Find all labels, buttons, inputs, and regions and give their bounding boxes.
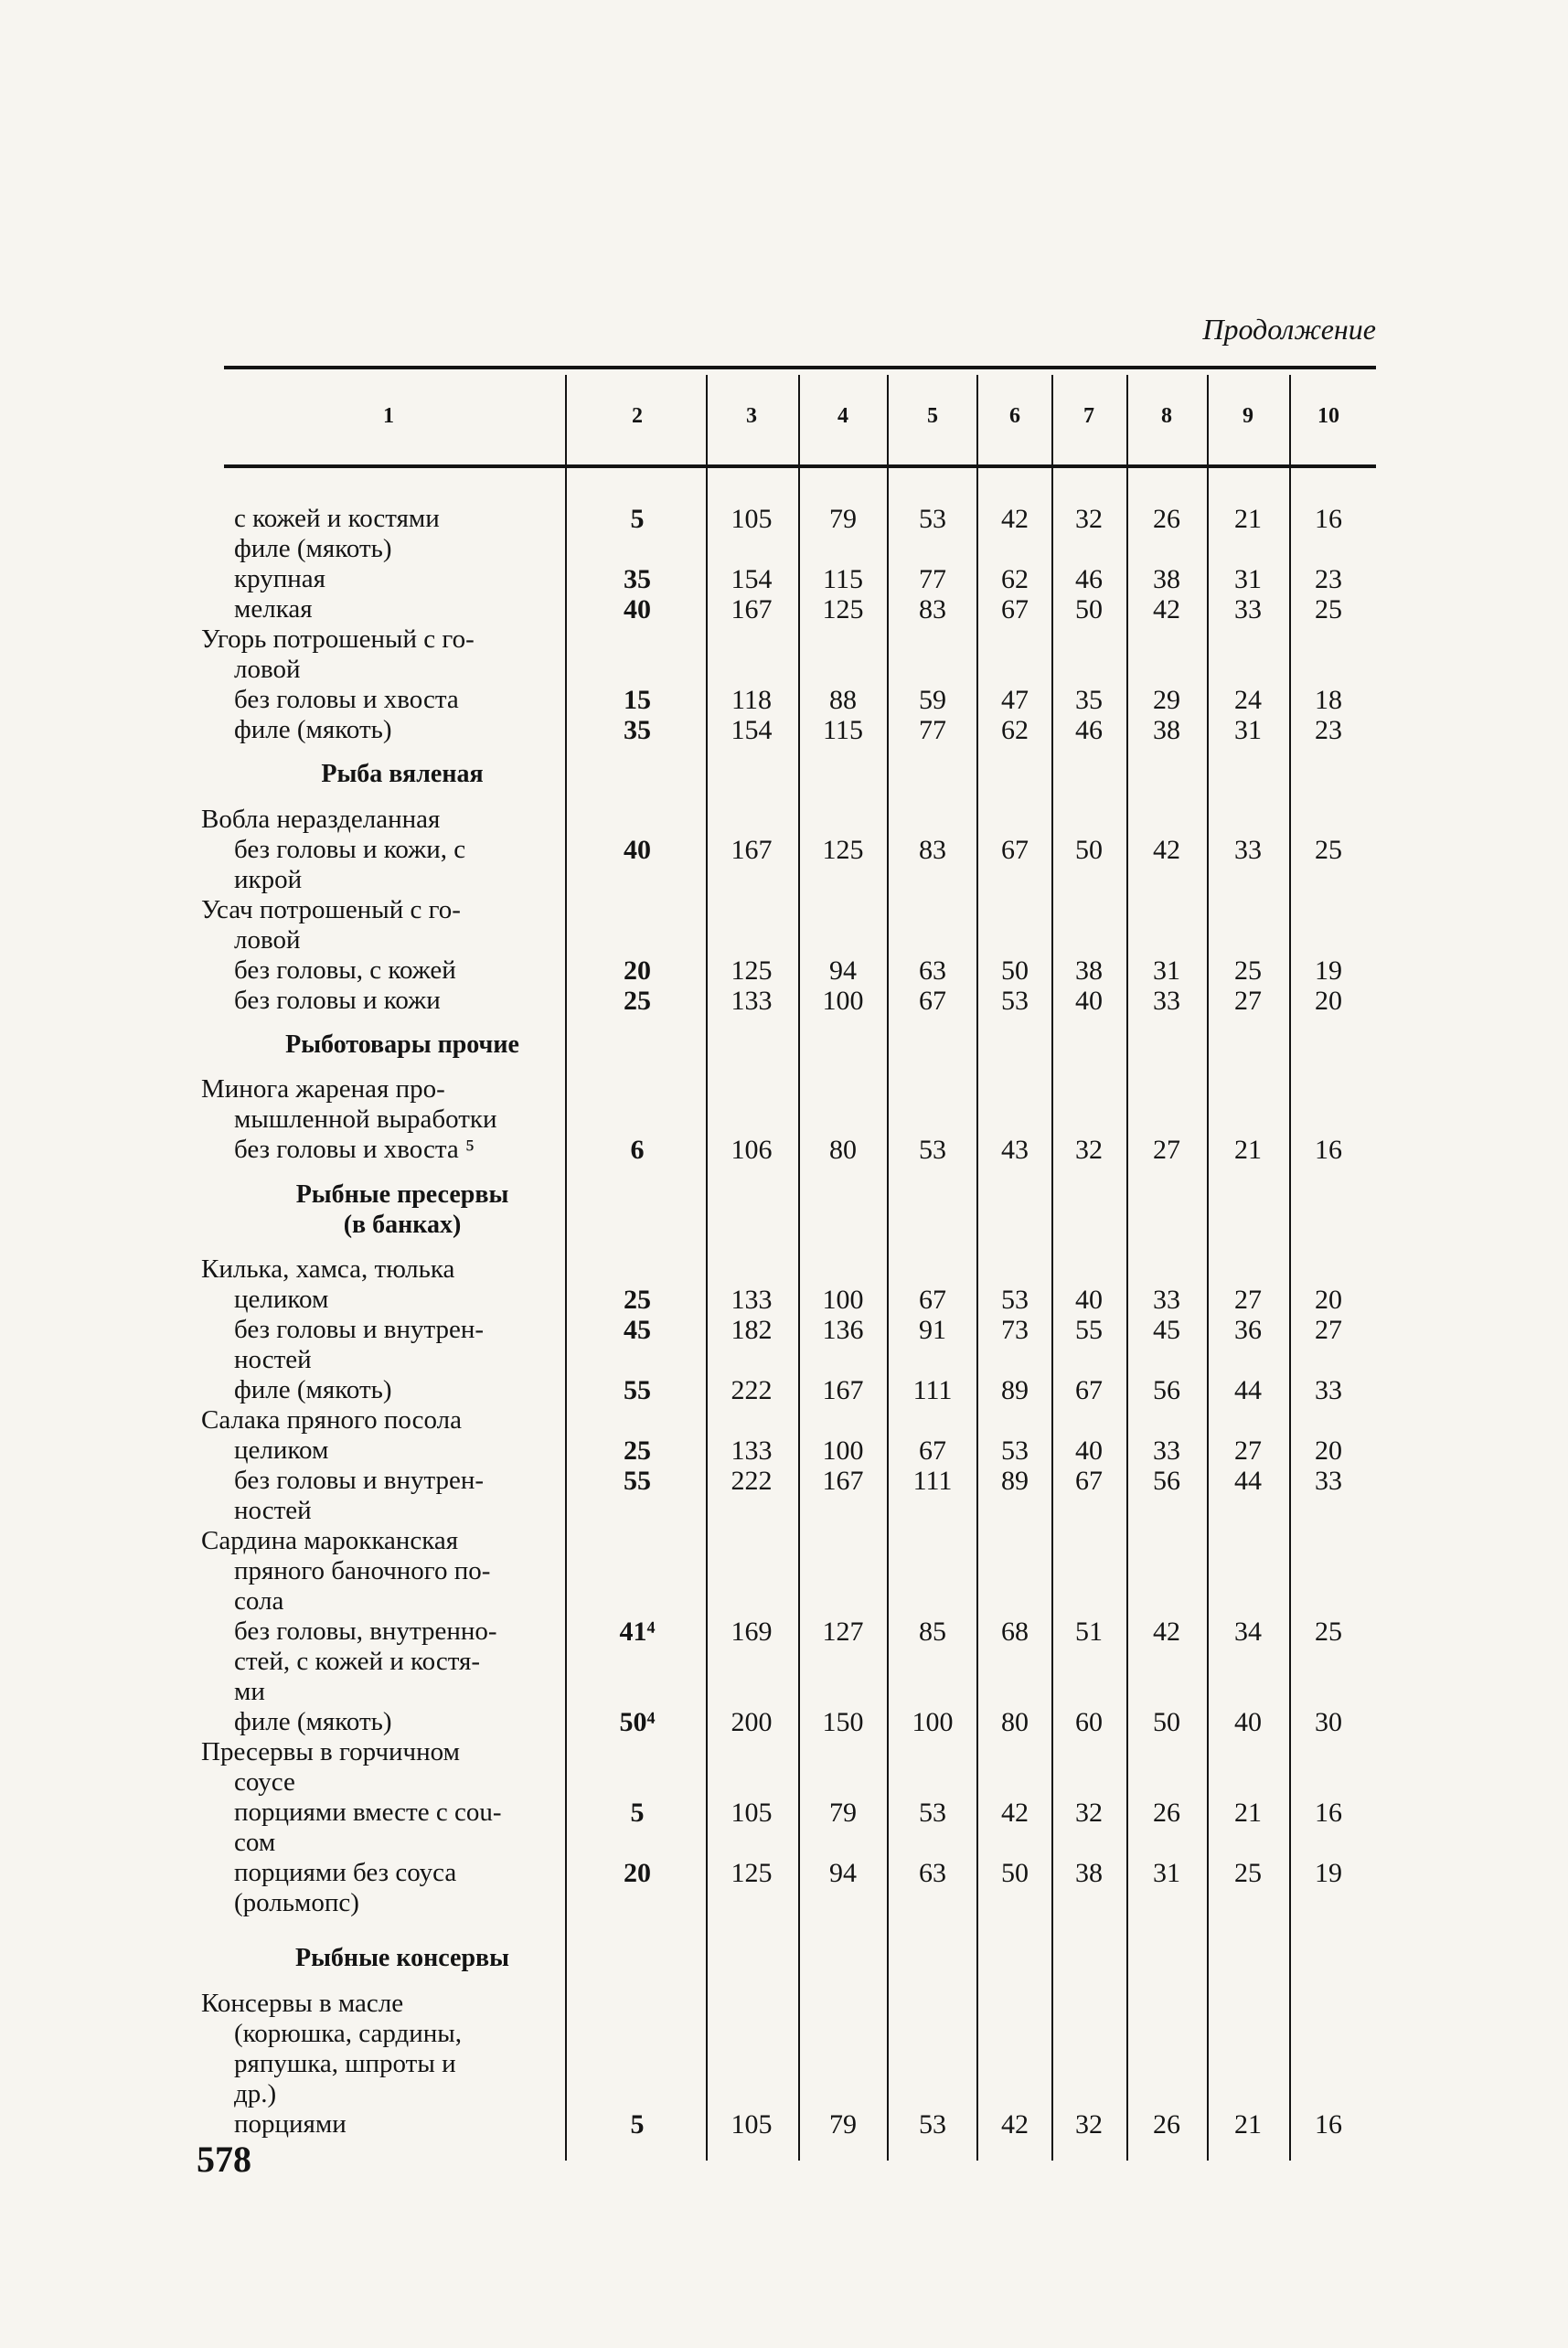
column-divider: [1207, 375, 1209, 2161]
row-label: целиком: [234, 1435, 329, 1465]
row-label: Килька, хамса, тюлька: [201, 1254, 455, 1284]
table-cell: 67: [919, 1285, 946, 1315]
table-cell: 46: [1075, 715, 1103, 745]
table-cell: 27: [1234, 1285, 1262, 1315]
row-label: без головы и хвоста ⁵: [234, 1135, 475, 1164]
table-cell: 133: [731, 1435, 773, 1466]
table-cell: 21: [1234, 1798, 1262, 1828]
column-header: 8: [1161, 404, 1172, 428]
column-header: 1: [383, 404, 394, 428]
table-cell: 53: [919, 2109, 946, 2140]
table-cell: 44: [1234, 1375, 1262, 1405]
row-label: Консервы в масле: [201, 1989, 404, 2018]
waste-percent-cell: 41⁴: [619, 1617, 656, 1647]
table-cell: 94: [829, 1858, 857, 1888]
table-cell: 33: [1153, 1285, 1180, 1315]
table-cell: 40: [1234, 1707, 1262, 1737]
table-cell: 115: [823, 715, 863, 745]
row-label: ностей: [234, 1496, 312, 1525]
row-label: сом: [234, 1828, 276, 1857]
waste-percent-cell: 45: [624, 1315, 651, 1345]
row-label: без головы и хвоста: [234, 685, 459, 714]
row-label: сола: [234, 1586, 284, 1616]
row-label: филе (мякоть): [234, 715, 392, 744]
table-cell: 33: [1315, 1375, 1342, 1405]
table-cell: 31: [1234, 715, 1262, 745]
table-cell: 16: [1315, 1798, 1342, 1828]
table-cell: 42: [1001, 504, 1029, 534]
row-label: порциями: [234, 2109, 347, 2139]
table-cell: 100: [822, 1435, 864, 1466]
column-divider: [1126, 375, 1128, 2161]
row-label: ловой: [234, 655, 301, 684]
row-label: без головы, с кожей: [234, 955, 456, 985]
row-label: (рольмопс): [234, 1888, 359, 1917]
table-cell: 26: [1153, 504, 1180, 534]
table-cell: 53: [1001, 1285, 1029, 1315]
column-header: 2: [632, 404, 643, 428]
table-cell: 33: [1315, 1466, 1342, 1496]
table-cell: 53: [919, 1798, 946, 1828]
table-cell: 88: [829, 685, 857, 715]
table-cell: 53: [919, 504, 946, 534]
table-cell: 125: [822, 594, 864, 624]
table-cell: 68: [1001, 1617, 1029, 1647]
row-label: без головы, внутренно-: [234, 1617, 497, 1646]
row-label: порциями без соуса: [234, 1858, 457, 1887]
table-cell: 16: [1315, 2109, 1342, 2140]
table-cell: 53: [919, 1135, 946, 1165]
section-heading: Рыбные консервы: [294, 1944, 510, 1972]
table-cell: 26: [1153, 2109, 1180, 2140]
section-heading: Рыба вяленая: [321, 760, 484, 788]
row-label: Салака пряного посола: [201, 1405, 462, 1435]
table-cell: 222: [731, 1375, 773, 1405]
column-header: 10: [1317, 404, 1339, 428]
table-cell: 136: [822, 1315, 864, 1345]
column-divider: [565, 375, 567, 2161]
table-cell: 125: [731, 1858, 773, 1888]
table-cell: 125: [822, 835, 864, 865]
table-cell: 106: [731, 1135, 773, 1165]
waste-percent-cell: 50⁴: [619, 1707, 656, 1737]
table-cell: 18: [1315, 685, 1342, 715]
table-cell: 222: [731, 1466, 773, 1496]
waste-percent-cell: 35: [624, 715, 651, 745]
table-cell: 118: [731, 685, 772, 715]
table-cell: 31: [1153, 1858, 1180, 1888]
table-cell: 47: [1001, 685, 1029, 715]
page-number: 578: [197, 2139, 251, 2180]
table-cell: 32: [1075, 504, 1103, 534]
table-cell: 40: [1075, 1285, 1103, 1315]
table-cell: 62: [1001, 564, 1029, 594]
table-cell: 30: [1315, 1707, 1342, 1737]
table-cell: 42: [1153, 1617, 1180, 1647]
row-label: филе (мякоть): [234, 1707, 392, 1736]
row-label: стей, с кожей и костя-: [234, 1647, 481, 1676]
table-cell: 32: [1075, 2109, 1103, 2140]
table-cell: 29: [1153, 685, 1180, 715]
table-cell: 46: [1075, 564, 1103, 594]
table-cell: 44: [1234, 1466, 1262, 1496]
table-cell: 35: [1075, 685, 1103, 715]
column-divider: [887, 375, 889, 2161]
row-label: крупная: [234, 564, 325, 593]
table-cell: 51: [1075, 1617, 1103, 1647]
table-cell: 91: [919, 1315, 946, 1345]
table-cell: 56: [1153, 1466, 1180, 1496]
row-label: Усач потрошеный с го-: [201, 895, 461, 924]
table-cell: 89: [1001, 1466, 1029, 1496]
table-cell: 60: [1075, 1707, 1103, 1737]
table-cell: 50: [1001, 955, 1029, 986]
row-label: с кожей и костями: [234, 504, 440, 533]
waste-percent-cell: 25: [624, 1435, 651, 1466]
table-cell: 34: [1234, 1617, 1262, 1647]
table-cell: 20: [1315, 1285, 1342, 1315]
table-cell: 55: [1075, 1315, 1103, 1345]
table-cell: 59: [919, 685, 946, 715]
table-cell: 105: [731, 2109, 773, 2140]
table-cell: 36: [1234, 1315, 1262, 1345]
table-cell: 23: [1315, 715, 1342, 745]
table-cell: 111: [912, 1375, 953, 1405]
table-cell: 38: [1075, 1858, 1103, 1888]
waste-percent-cell: 5: [630, 504, 645, 534]
table-cell: 79: [829, 1798, 857, 1828]
table-cell: 16: [1315, 1135, 1342, 1165]
table-cell: 105: [731, 504, 773, 534]
table-cell: 33: [1153, 1435, 1180, 1466]
header-bottom-rule: [224, 464, 1376, 468]
table-cell: 38: [1075, 955, 1103, 986]
table-cell: 169: [731, 1617, 773, 1647]
waste-percent-cell: 25: [624, 1285, 651, 1315]
table-cell: 67: [919, 1435, 946, 1466]
table-top-rule: [224, 366, 1376, 369]
row-label: ностей: [234, 1345, 312, 1374]
table-cell: 83: [919, 835, 946, 865]
table-cell: 27: [1153, 1135, 1180, 1165]
waste-percent-cell: 6: [630, 1135, 645, 1165]
table-cell: 56: [1153, 1375, 1180, 1405]
waste-percent-cell: 40: [624, 594, 651, 624]
table-cell: 79: [829, 504, 857, 534]
table-cell: 25: [1315, 835, 1342, 865]
row-label: мышленной выработки: [234, 1105, 497, 1134]
table-cell: 85: [919, 1617, 946, 1647]
column-header: 5: [927, 404, 938, 428]
table-cell: 20: [1315, 986, 1342, 1016]
row-label: мелкая: [234, 594, 313, 624]
column-divider: [1289, 375, 1291, 2161]
row-label: пряного баночного по-: [234, 1556, 491, 1585]
table-cell: 27: [1234, 986, 1262, 1016]
table-cell: 154: [731, 715, 773, 745]
column-divider: [706, 375, 708, 2161]
waste-percent-cell: 25: [624, 986, 651, 1016]
table-cell: 77: [919, 715, 946, 745]
table-cell: 50: [1075, 835, 1103, 865]
table-cell: 154: [731, 564, 773, 594]
table-cell: 21: [1234, 2109, 1262, 2140]
table-cell: 100: [822, 1285, 864, 1315]
table-cell: 31: [1234, 564, 1262, 594]
table-cell: 33: [1234, 594, 1262, 624]
table-cell: 79: [829, 2109, 857, 2140]
row-label: др.): [234, 2079, 277, 2108]
table-cell: 67: [1075, 1466, 1103, 1496]
table-cell: 16: [1315, 504, 1342, 534]
column-header: 7: [1083, 404, 1094, 428]
table-cell: 40: [1075, 1435, 1103, 1466]
table-cell: 67: [919, 986, 946, 1016]
table-cell: 19: [1315, 955, 1342, 986]
table-cell: 53: [1001, 986, 1029, 1016]
column-divider: [976, 375, 978, 2161]
table-cell: 200: [731, 1707, 773, 1737]
table-cell: 133: [731, 1285, 773, 1315]
table-cell: 133: [731, 986, 773, 1016]
table-cell: 89: [1001, 1375, 1029, 1405]
table-cell: 50: [1001, 1858, 1029, 1888]
table-cell: 45: [1153, 1315, 1180, 1345]
row-label: ми: [234, 1677, 265, 1706]
table-cell: 38: [1153, 564, 1180, 594]
waste-percent-cell: 40: [624, 835, 651, 865]
column-header: 9: [1243, 404, 1253, 428]
table-cell: 127: [822, 1617, 864, 1647]
table-cell: 100: [822, 986, 864, 1016]
table-cell: 67: [1001, 594, 1029, 624]
table-cell: 77: [919, 564, 946, 594]
table-cell: 80: [1001, 1707, 1029, 1737]
table-cell: 31: [1153, 955, 1180, 986]
table-cell: 25: [1234, 1858, 1262, 1888]
section-heading: Рыбные пресервы: [295, 1180, 509, 1209]
waste-percent-cell: 5: [630, 1798, 645, 1828]
column-divider: [1051, 375, 1053, 2161]
waste-percent-cell: 20: [624, 1858, 651, 1888]
table-cell: 26: [1153, 1798, 1180, 1828]
section-heading: (в банках): [343, 1211, 462, 1239]
table-cell: 80: [829, 1135, 857, 1165]
table-cell: 33: [1234, 835, 1262, 865]
table-cell: 53: [1001, 1435, 1029, 1466]
row-label: соусе: [234, 1767, 295, 1797]
row-label: Вобла неразделанная: [201, 805, 441, 834]
table-cell: 67: [1001, 835, 1029, 865]
table-cell: 63: [919, 955, 946, 986]
table-cell: 111: [912, 1466, 953, 1496]
row-label: без головы и кожи, с: [234, 835, 466, 864]
table-cell: 67: [1075, 1375, 1103, 1405]
table-cell: 25: [1234, 955, 1262, 986]
table-cell: 167: [822, 1466, 864, 1496]
row-label: порциями вместе с сou-: [234, 1798, 502, 1827]
row-label: Сардина марокканская: [201, 1526, 459, 1555]
waste-percent-cell: 15: [624, 685, 651, 715]
table-cell: 50: [1075, 594, 1103, 624]
table-cell: 20: [1315, 1435, 1342, 1466]
column-header: 3: [746, 404, 757, 428]
table-cell: 43: [1001, 1135, 1029, 1165]
table-cell: 38: [1153, 715, 1180, 745]
table-cell: 167: [822, 1375, 864, 1405]
table-cell: 19: [1315, 1858, 1342, 1888]
table-cell: 27: [1315, 1315, 1342, 1345]
row-label: филе (мякоть): [234, 1375, 392, 1404]
column-divider: [798, 375, 800, 2161]
table-cell: 73: [1001, 1315, 1029, 1345]
table-cell: 115: [823, 564, 863, 594]
table-cell: 32: [1075, 1135, 1103, 1165]
waste-percent-cell: 55: [624, 1375, 651, 1405]
row-label: Угорь потрошеный с го-: [201, 624, 475, 654]
row-label: ловой: [234, 925, 301, 955]
table-cell: 21: [1234, 504, 1262, 534]
row-label: без головы и кожи: [234, 986, 441, 1015]
table-cell: 32: [1075, 1798, 1103, 1828]
table-cell: 100: [912, 1707, 954, 1737]
table-cell: 167: [731, 594, 773, 624]
continuation-label: Продолжение: [1202, 313, 1376, 346]
table-cell: 167: [731, 835, 773, 865]
row-label: целиком: [234, 1285, 329, 1314]
table-cell: 42: [1001, 1798, 1029, 1828]
table-cell: 125: [731, 955, 773, 986]
table-cell: 182: [731, 1315, 773, 1345]
table-cell: 42: [1001, 2109, 1029, 2140]
section-heading: Рыботовары прочие: [285, 1030, 519, 1059]
table-cell: 23: [1315, 564, 1342, 594]
table-cell: 21: [1234, 1135, 1262, 1165]
row-label: Пресервы в горчичном: [201, 1737, 460, 1766]
row-label: без головы и внутрен-: [234, 1466, 485, 1495]
table-cell: 50: [1153, 1707, 1180, 1737]
column-header: 4: [837, 404, 848, 428]
table-cell: 42: [1153, 835, 1180, 865]
row-label: ряпушка, шпроты и: [234, 2049, 456, 2078]
table-cell: 63: [919, 1858, 946, 1888]
row-label: (корюшка, сардины,: [234, 2019, 463, 2048]
row-label: без головы и внутрен-: [234, 1315, 485, 1344]
row-label: филе (мякоть): [234, 534, 392, 563]
table-cell: 42: [1153, 594, 1180, 624]
column-header: 6: [1009, 404, 1020, 428]
table-cell: 24: [1234, 685, 1262, 715]
table-cell: 40: [1075, 986, 1103, 1016]
table-cell: 62: [1001, 715, 1029, 745]
waste-percent-cell: 35: [624, 564, 651, 594]
table-cell: 83: [919, 594, 946, 624]
table-cell: 33: [1153, 986, 1180, 1016]
waste-percent-cell: 55: [624, 1466, 651, 1496]
waste-percent-cell: 20: [624, 955, 651, 986]
waste-percent-cell: 5: [630, 2109, 645, 2140]
table-cell: 94: [829, 955, 857, 986]
table-cell: 27: [1234, 1435, 1262, 1466]
table-cell: 105: [731, 1798, 773, 1828]
row-label: икрой: [234, 865, 303, 894]
table-cell: 25: [1315, 1617, 1342, 1647]
row-label: Минога жареная про-: [201, 1074, 445, 1104]
table-cell: 150: [822, 1707, 864, 1737]
table-cell: 25: [1315, 594, 1342, 624]
